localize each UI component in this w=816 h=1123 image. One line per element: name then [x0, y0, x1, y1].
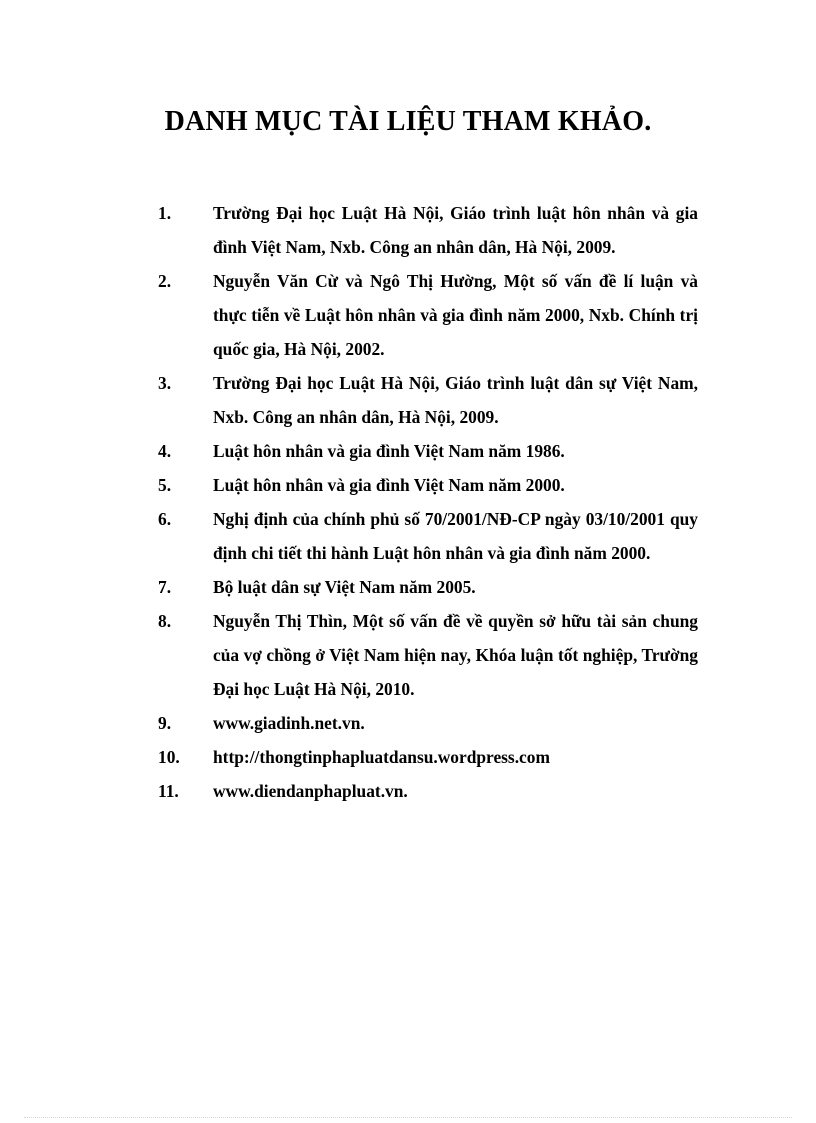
reference-number: 9. — [158, 713, 172, 733]
reference-number: 8. — [158, 611, 172, 631]
reference-list — [158, 196, 698, 808]
reference-link[interactable]: http://thongtinphapluatdansu.wordpress.com — [213, 747, 550, 767]
reference-number: 2. — [158, 271, 172, 291]
reference-number: 4. — [158, 441, 172, 461]
reference-link[interactable]: www.diendanphapluat.vn. — [213, 781, 408, 801]
reference-item-9 — [158, 706, 698, 740]
reference-text: Trường Đại học Luật Hà Nội, Giáo trình luật hôn nhân và gia đình Việt Nam, Nxb. Công an nhân dân, Hà Nội, 2009. — [213, 203, 698, 257]
reference-link[interactable]: www.giadinh.net.vn. — [213, 713, 365, 733]
reference-item-10 — [158, 740, 698, 774]
page-bottom-divider — [24, 1117, 792, 1118]
reference-number: 11. — [158, 781, 179, 801]
reference-text: Luật hôn nhân và gia đình Việt Nam năm 1986. — [213, 441, 565, 461]
reference-item-7 — [158, 570, 698, 604]
reference-text: Trường Đại học Luật Hà Nội, Giáo trình luật dân sự Việt Nam, Nxb. Công an nhân dân, Hà Nội, 2009. — [213, 373, 698, 427]
reference-number: 10. — [158, 747, 180, 767]
reference-number: 5. — [158, 475, 172, 495]
reference-item-8 — [158, 604, 698, 706]
reference-text: Nghị định của chính phủ số 70/2001/NĐ-CP ngày 03/10/2001 quy định chi tiết thi hành Luật hôn nhân và gia đình năm 2000. — [213, 509, 698, 563]
reference-text: Nguyễn Thị Thìn, Một số vấn đề về quyền sở hữu tài sản chung của vợ chồng ở Việt Nam hiện nay, Khóa luận tốt nghiệp, Trường Đại học Luật Hà Nội, 2010. — [213, 611, 698, 699]
reference-text: Nguyễn Văn Cừ và Ngô Thị Hường, Một số vấn đề lí luận và thực tiễn về Luật hôn nhân và gia đình năm 2000, Nxb. Chính trị quốc gia, Hà Nội, 2002. — [213, 271, 698, 359]
reference-item-1 — [158, 196, 698, 264]
reference-item-2 — [158, 264, 698, 366]
reference-item-11 — [158, 774, 698, 808]
reference-item-5 — [158, 468, 698, 502]
reference-text: Luật hôn nhân và gia đình Việt Nam năm 2000. — [213, 475, 565, 495]
page-title: DANH MỤC TÀI LIỆU THAM KHẢO. — [164, 106, 652, 137]
reference-item-6 — [158, 502, 698, 570]
reference-number: 7. — [158, 577, 172, 597]
reference-number: 6. — [158, 509, 172, 529]
reference-item-3 — [158, 366, 698, 434]
reference-text: Bộ luật dân sự Việt Nam năm 2005. — [213, 577, 476, 597]
reference-number: 3. — [158, 373, 172, 393]
reference-item-4 — [158, 434, 698, 468]
reference-number: 1. — [158, 203, 172, 223]
